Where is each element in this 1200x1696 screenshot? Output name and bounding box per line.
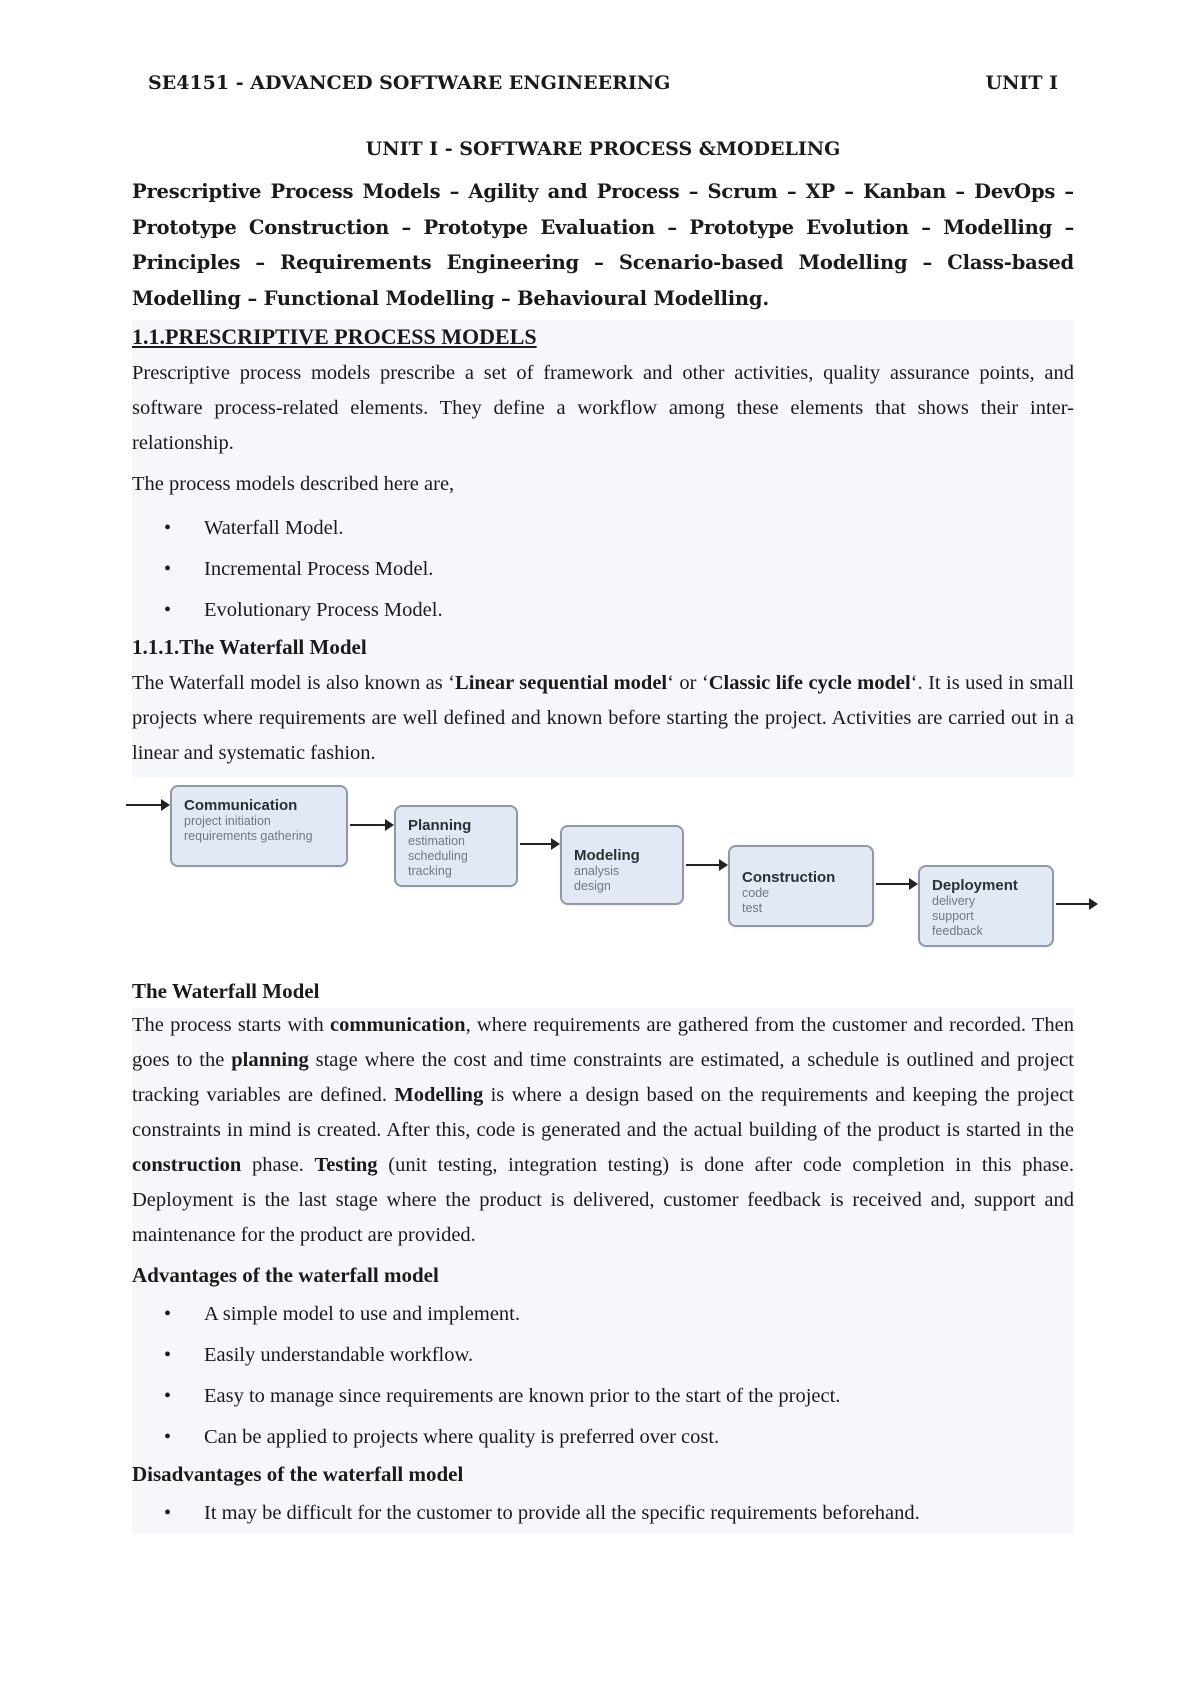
phase-box-planning: Planning estimation scheduling tracking	[394, 805, 518, 887]
phase-box-deployment: Deployment delivery support feedback	[918, 865, 1054, 947]
arrow-icon	[520, 843, 558, 845]
waterfall-intro: The Waterfall model is also known as ‘Linear sequential model‘ or ‘Classic life cycle model‘. It is used in small projects where requirements are well defined and known before starting the project. Activities are carried out in a linear and systematic fashion.	[132, 672, 1074, 764]
bullet-icon: •	[164, 558, 172, 580]
page-header	[148, 72, 1058, 94]
list-item: • Incremental Process Model.	[132, 549, 1074, 590]
figure-caption: The Waterfall Model	[132, 979, 320, 1003]
models-list	[132, 508, 1074, 631]
advantages-heading: Advantages of the waterfall model	[132, 1263, 439, 1287]
arrow-icon	[126, 804, 168, 806]
bullet-icon: •	[164, 1426, 172, 1448]
list-item: • Can be applied to projects where quality is preferred over cost.	[132, 1417, 1074, 1458]
list-item: • Easy to manage since requirements are known prior to the start of the project.	[132, 1376, 1074, 1417]
arrow-icon	[350, 824, 392, 826]
bullet-icon: •	[164, 599, 172, 621]
phase-box-modeling: Modeling analysis design	[560, 825, 684, 905]
models-intro: The process models described here are,	[132, 473, 455, 495]
section-description	[132, 1008, 1074, 1534]
list-item: • Waterfall Model.	[132, 508, 1074, 549]
section-heading: 1.1.PRESCRIPTIVE PROCESS MODELS	[132, 324, 537, 349]
main-content	[132, 138, 1074, 1534]
unit-label: UNIT I	[985, 72, 1058, 94]
list-item: • It may be difficult for the customer to provide all the specific requirements beforehand.	[132, 1493, 1074, 1534]
phase-box-communication: Communication project initiation requirements gathering	[170, 785, 348, 867]
section-intro: Prescriptive process models prescribe a set of framework and other activities, quality assurance points, and software process-related elements. They define a workflow among these elements that shows their inter-relationship.	[132, 362, 1074, 454]
bullet-icon: •	[164, 1344, 172, 1366]
bullet-icon: •	[164, 1303, 172, 1325]
list-item: • A simple model to use and implement.	[132, 1294, 1074, 1335]
waterfall-diagram	[126, 785, 1126, 965]
list-item: • Evolutionary Process Model.	[132, 590, 1074, 631]
unit-title: UNIT I - SOFTWARE PROCESS &MODELING	[365, 138, 841, 160]
arrow-icon	[876, 883, 916, 885]
bullet-icon: •	[164, 1385, 172, 1407]
advantages-list	[132, 1294, 1074, 1458]
phase-box-construction: Construction code test	[728, 845, 874, 927]
bullet-icon: •	[164, 1502, 172, 1524]
disadvantages-list	[132, 1493, 1074, 1534]
waterfall-description: The process starts with communication, where requirements are gathered from the customer and recorded. Then goes to the planning stage where the cost and time constraints are estimated, a schedule is outlined and project tracking variables are defined. Modelling is where a design based on the requirements and keeping the project constraints in mind is created. After this, code is generated and the actual building of the product is started in the construction phase. Testing (unit testing, integration testing) is done after code completion in this phase. Deployment is the last stage where the product is delivered, customer feedback is received and, support and maintenance for the product are provided.	[132, 1014, 1074, 1246]
section-1-1	[132, 320, 1074, 777]
topics-list: Prescriptive Process Models – Agility and Process – Scrum – XP – Kanban – DevOps – Prototype Construction – Prototype Evaluation – Prototype Evolution – Modelling – Principles – Requirements Engineering – Scenario-based Modelling – Class-based Modelling – Functional Modelling – Behavioural Modelling.	[132, 180, 1074, 310]
list-item: • Easily understandable workflow.	[132, 1335, 1074, 1376]
disadvantages-heading: Disadvantages of the waterfall model	[132, 1462, 464, 1486]
course-title: SE4151 - ADVANCED SOFTWARE ENGINEERING	[148, 72, 671, 94]
bullet-icon: •	[164, 517, 172, 539]
arrow-icon	[1056, 903, 1096, 905]
subsection-heading: 1.1.1.The Waterfall Model	[132, 635, 367, 659]
arrow-icon	[686, 864, 726, 866]
